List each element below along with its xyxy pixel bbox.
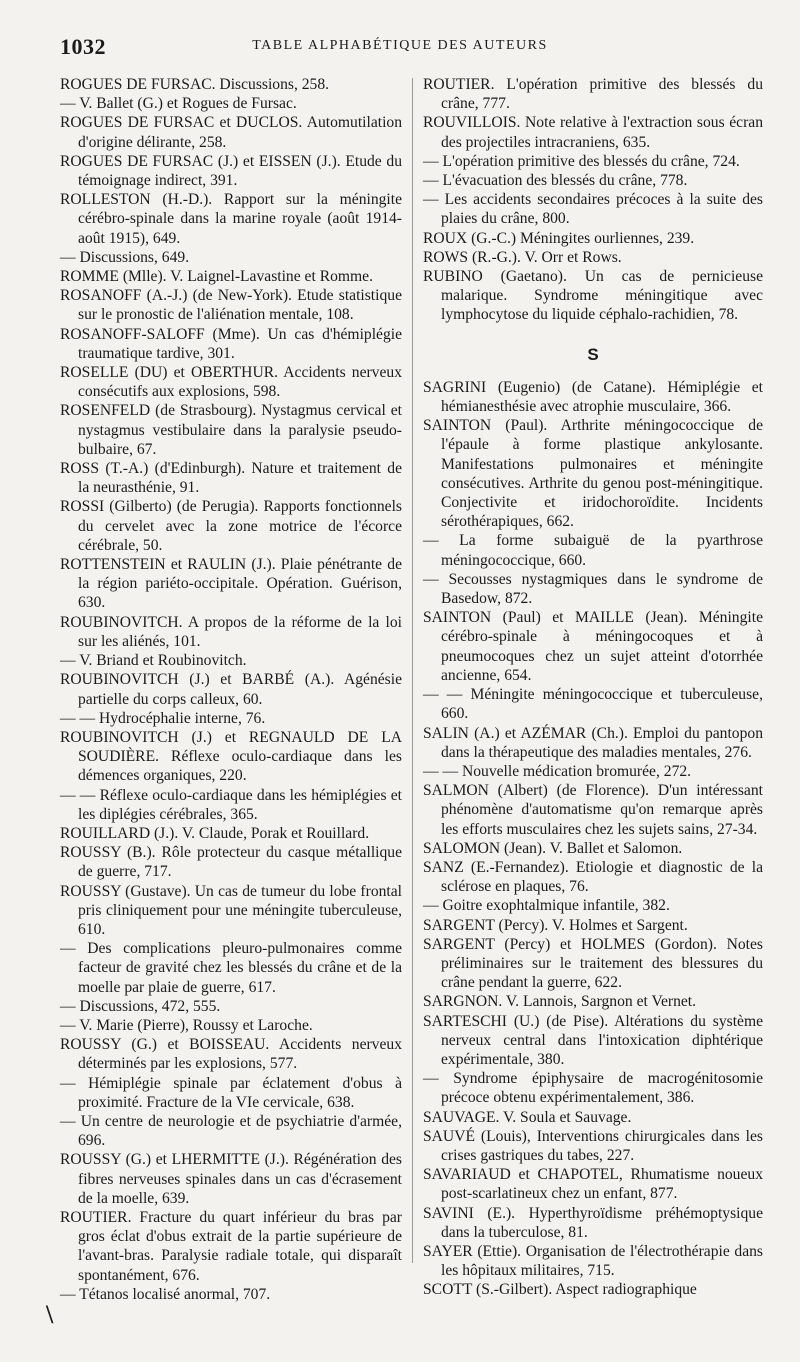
running-head: TABLE ALPHABÉTIQUE DES AUTEURS <box>252 38 548 53</box>
index-entry: ROLLESTON (H.-D.). Rapport sur la méningite cérébro-spinale dans la marine royale (août 1914-août 1915), 649. <box>60 191 402 247</box>
index-entry: — V. Briand et Roubinovitch. <box>60 652 247 670</box>
index-entry: SAINTON (Paul) et MAILLE (Jean). Méningite cérébro-spinale à méningocoques et à pneumocoques chez un sujet atteint d'otorrhée ancienne, 654. <box>423 609 763 684</box>
index-entry: SALMON (Albert) (de Florence). D'un intéressant phénomène d'automatisme qu'on remarque après les efforts musculaires chez les sujets sains, 27-34. <box>423 782 763 838</box>
index-entry: ROGUES DE FURSAC. Discussions, 258. <box>60 76 330 93</box>
index-entry: SAGRINI (Eugenio) (de Catane). Hémiplégie et hémianesthésie avec atrophie musculaire, 366. <box>423 378 763 416</box>
index-entry: SANZ (E.-Fernandez). Etiologie et diagnostic de la sclérose en plaques, 76. <box>423 858 763 896</box>
index-entry: ROUSSY (Gustave). Un cas de tumeur du lobe frontal pris cliniquement pour une méningite tuberculeuse, 610. <box>60 882 402 938</box>
page-number: 1032 <box>60 34 106 59</box>
index-entry: ROUX (G.-C.) Méningites ourliennes, 239. <box>423 229 695 247</box>
index-entry: ROGUES DE FURSAC (J.) et EISSEN (J.). Etude du témoignage indirect, 391. <box>60 152 402 190</box>
index-entry: SAINTON (Paul). Arthrite méningococcique de l'épaule à forme plastique ankylosante. Manifestations pulmonaires et méningite consécutives. Arthrite du genou post-méningitique. Conjectivite et iridochoroïdite. Incidents sérothérapiques, 662. <box>423 417 763 531</box>
index-entry: — — Nouvelle médication bromurée, 272. <box>423 762 692 780</box>
index-entry: ROSELLE (DU) et OBERTHUR. Accidents nerveux consécutifs aux explosions, 598. <box>60 364 402 401</box>
index-entry: ROWS (R.-G.). V. Orr et Rows. <box>423 248 622 266</box>
index-entry: ROMME (Mlle). V. Laignel-Lavastine et Romme. <box>60 268 373 286</box>
index-entry: ROUSSY (G.) et LHERMITTE (J.). Régénération des fibres nerveuses spinales dans un cas d'écrasement de la moelle, 639. <box>60 1151 402 1207</box>
index-entry: ROTTENSTEIN et RAULIN (J.). Plaie pénétrante de la région pariéto-occipitale. Opération. Guérison, 630. <box>60 556 402 612</box>
index-entry: — Des complications pleuro-pulmonaires comme facteur de gravité chez les blessés du crâne et de la moelle par plaie de guerre, 617. <box>60 940 402 996</box>
section-letter-s: S <box>587 344 599 364</box>
index-entry: SARGNON. V. Lannois, Sargnon et Vernet. <box>423 993 697 1011</box>
index-entry: — — Méningite méningococcique et tuberculeuse, 660. <box>423 686 763 723</box>
right-column <box>423 75 763 1300</box>
index-entry: SALOMON (Jean). V. Ballet et Salomon. <box>423 839 683 857</box>
index-entry: — Syndrome épiphysaire de macrogénitosomie précoce obtenu expérimentalement, 386. <box>423 1070 763 1107</box>
index-entry: — — Réflexe oculo-cardiaque dans les hémiplégies et les diplégies cérébrales, 365. <box>60 786 402 823</box>
index-entry: SAYER (Ettie). Organisation de l'électrothérapie dans les hôpitaux militaires, 715. <box>423 1242 763 1280</box>
index-entry: SAUVÉ (Louis), Interventions chirurgicales dans les crises gastriques du tabes, 227. <box>423 1127 763 1164</box>
index-entry: ROGUES DE FURSAC et DUCLOS. Automutilation d'origine délirante, 258. <box>60 114 402 151</box>
index-entry: — Secousses nystagmiques dans le syndrome de Basedow, 872. <box>423 570 763 608</box>
index-entry: — Discussions, 472, 555. <box>60 997 221 1015</box>
index-entry: ROSENFELD (de Strasbourg). Nystagmus cervical et nystagmus vestibulaire dans la paralysie pseudo-bulbaire, 67. <box>60 402 402 458</box>
margin-mark: \ <box>46 1300 54 1329</box>
index-entry: — Les accidents secondaires précoces à la suite des plaies du crâne, 800. <box>423 191 763 228</box>
index-entry: SAUVAGE. V. Soula et Sauvage. <box>423 1108 632 1126</box>
index-entry: ROSSI (Gilberto) (de Perugia). Rapports fonctionnels du cervelet avec la zone motrice de l'écorce cérébrale, 50. <box>60 498 402 554</box>
index-entry: — V. Marie (Pierre), Roussy et Laroche. <box>60 1016 313 1034</box>
column-divider <box>412 78 413 1263</box>
index-entry: ROSANOFF-SALOFF (Mme). Un cas d'hémiplégie traumatique tardive, 301. <box>60 325 402 362</box>
index-entry: — Discussions, 649. <box>60 248 190 266</box>
index-entry: — Tétanos localisé anormal, 707. <box>60 1285 271 1303</box>
index-entry: ROUSSY (B.). Rôle protecteur du casque métallique de guerre, 717. <box>60 844 402 881</box>
index-entry: SARGENT (Percy) et HOLMES (Gordon). Notes préliminaires sur le traitement des blessures du crâne pendant la guerre, 622. <box>423 935 763 992</box>
index-entry: ROUSSY (G.) et BOISSEAU. Accidents nerveux déterminés par les explosions, 577. <box>60 1036 402 1073</box>
index-entry: — L'évacuation des blessés du crâne, 778. <box>423 172 688 190</box>
index-entry: ROUTIER. Fracture du quart inférieur du bras par gros éclat d'obus extrait de la partie supérieure de l'avant-bras. Paralysie radiale totale, qui disparaît spontanément, 676. <box>60 1208 402 1284</box>
index-entry: — La forme subaiguë de la pyarthrose méningococcique, 660. <box>423 532 763 569</box>
index-entry: — Goitre exophtalmique infantile, 382. <box>423 897 670 915</box>
index-entry: — Un centre de neurologie et de psychiatrie d'armée, 696. <box>60 1112 402 1150</box>
index-entry: ROUBINOVITCH. A propos de la réforme de la loi sur les aliénés, 101. <box>60 613 402 650</box>
index-entry: ROUBINOVITCH (J.) et REGNAULD DE LA SOUDIÈRE. Réflexe oculo-cardiaque dans les démences organiques, 220. <box>60 728 402 785</box>
index-entry: SAVINI (E.). Hyperthyroïdisme préhémoptysique dans la tuberculose, 81. <box>423 1204 763 1241</box>
index-entry: ROSS (T.-A.) (d'Edinburgh). Nature et traitement de la neurasthénie, 91. <box>60 460 402 497</box>
right-column-top-entries <box>423 75 763 325</box>
index-entry: ROSANOFF (A.-J.) (de New-York). Etude statistique sur le pronostic de l'aliénation mentale, 108. <box>60 287 402 324</box>
index-entry: ROUBINOVITCH (J.) et BARBÉ (A.). Agénésie partielle du corps calleux, 60. <box>60 671 402 708</box>
left-column <box>60 75 402 1304</box>
index-entry: SCOTT (S.-Gilbert). Aspect radiographique <box>423 1281 697 1299</box>
index-entry: SALIN (A.) et AZÉMAR (Ch.). Emploi du pantopon dans la thérapeutique des maladies mentales, 276. <box>423 724 763 761</box>
right-column-bottom-entries <box>423 378 763 1300</box>
index-entry: — V. Ballet (G.) et Rogues de Fursac. <box>60 95 297 113</box>
index-entry: RUBINO (Gaetano). Un cas de pernicieuse malarique. Syndrome méningitique avec lymphocytose du liquide céphalo-rachidien, 78. <box>423 268 763 324</box>
index-entry: SARTESCHI (U.) (de Pise). Altérations du système nerveux central dans l'intoxication diphtérique expérimentale, 380. <box>423 1012 763 1068</box>
index-entry: — Hémiplégie spinale par éclatement d'obus à proximité. Fracture de la VIe cervicale, 638. <box>60 1074 402 1111</box>
index-entry: SAVARIAUD et CHAPOTEL, Rhumatisme noueux post-scarlatineux chez un enfant, 877. <box>423 1166 763 1203</box>
index-entry: SARGENT (Percy). V. Holmes et Sargent. <box>423 916 688 934</box>
index-entry: ROUILLARD (J.). V. Claude, Porak et Rouillard. <box>60 824 370 842</box>
index-entry: ROUVILLOIS. Note relative à l'extraction sous écran des projectiles intracraniens, 635. <box>423 114 763 151</box>
index-entry: ROUTIER. L'opération primitive des blessés du crâne, 777. <box>423 76 763 113</box>
index-entry: — — Hydrocéphalie interne, 76. <box>60 709 266 727</box>
index-entry: — L'opération primitive des blessés du crâne, 724. <box>423 152 740 170</box>
